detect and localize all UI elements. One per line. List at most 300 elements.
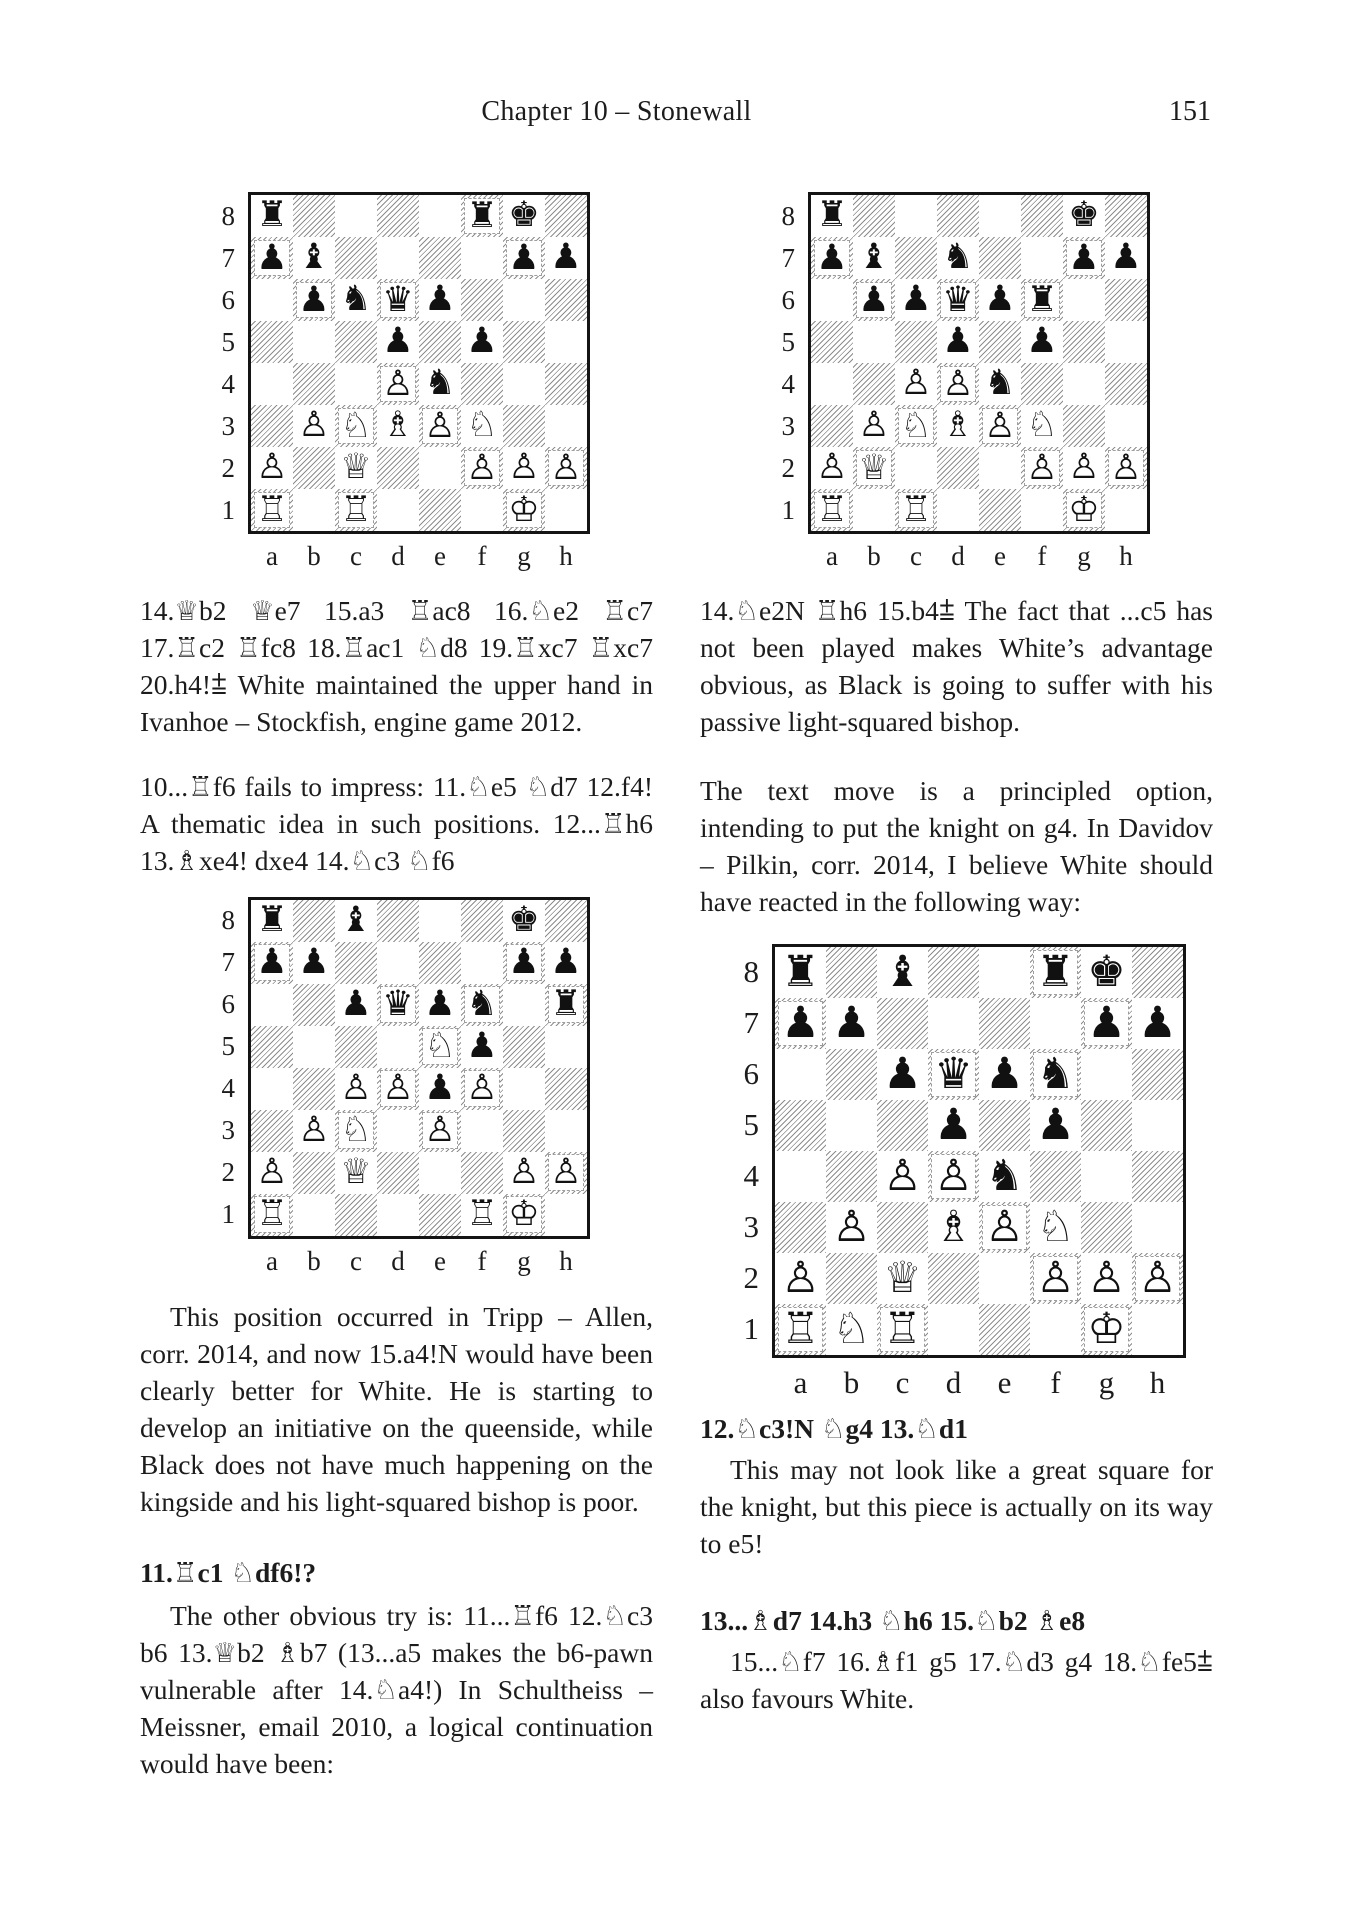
- piece-backing: [1084, 946, 1129, 997]
- board-square: [1063, 489, 1105, 531]
- piece-backing: [898, 405, 935, 446]
- file-label: a: [266, 541, 278, 571]
- rank-labels: [203, 192, 248, 534]
- board-square: [419, 984, 461, 1026]
- piece-backing: [1108, 447, 1145, 488]
- board-square: [335, 942, 377, 984]
- piece-backing: [506, 944, 543, 981]
- board-square: [928, 1151, 979, 1202]
- rank-label: 4: [221, 1073, 235, 1104]
- board-square: [293, 942, 335, 984]
- board-square: [1021, 363, 1063, 405]
- board-square: [251, 279, 293, 321]
- board-square: [811, 195, 853, 237]
- piece-backing: [880, 1150, 925, 1201]
- rank-label: 3: [781, 410, 795, 441]
- board-square: [251, 237, 293, 279]
- black-pawn-piece: ♟: [256, 942, 288, 983]
- white-pawn-piece: ♙: [382, 363, 414, 404]
- piece-backing: [880, 1303, 925, 1354]
- file-labels: [811, 542, 1150, 572]
- piece-backing: [856, 237, 893, 278]
- board-square: [811, 447, 853, 489]
- board-square: [1132, 1253, 1183, 1304]
- board-square: [1021, 237, 1063, 279]
- black-rook-piece: ♜: [466, 195, 498, 236]
- board-square: [853, 363, 895, 405]
- rank-label: 7: [221, 242, 235, 273]
- piece-backing: [506, 489, 543, 530]
- board-square: [419, 279, 461, 321]
- board-square: [928, 1100, 979, 1151]
- board-square: [503, 237, 545, 279]
- black-pawn-piece: ♟: [466, 1026, 498, 1067]
- black-pawn-piece: ♟: [934, 1099, 973, 1150]
- board-square: [293, 1152, 335, 1194]
- board-square: [293, 447, 335, 489]
- board-square: [545, 279, 587, 321]
- board-square: [335, 237, 377, 279]
- white-queen-piece: ♕: [858, 447, 890, 488]
- white-pawn-piece: ♙: [550, 447, 582, 488]
- board-square: [335, 447, 377, 489]
- black-king-piece: ♚: [508, 195, 540, 236]
- piece-backing: [380, 279, 417, 320]
- board-square: [775, 1202, 826, 1253]
- black-bishop-piece: ♝: [883, 946, 922, 997]
- rank-labels: [763, 192, 808, 534]
- board-square: [853, 447, 895, 489]
- board-square: [545, 1194, 587, 1236]
- black-knight-piece: ♞: [942, 237, 974, 278]
- piece-backing: [422, 986, 459, 1023]
- white-pawn-piece: ♙: [382, 1068, 414, 1109]
- board-square: [293, 279, 335, 321]
- piece-backing: [422, 405, 459, 446]
- piece-backing: [254, 447, 291, 488]
- black-rook-piece: ♜: [1026, 279, 1058, 320]
- commentary-paragraph: This position occurred in Tripp – Allen, corr. 2014, and now 15.a4!N would have been clearly better for White. He is starting to develop an initiative on the queenside, while Black does not have much happening on the kingside and his light-squared bishop is poor.: [140, 1301, 653, 1518]
- board-square: [377, 279, 419, 321]
- board-square: [461, 1152, 503, 1194]
- piece-backing: [778, 1303, 823, 1354]
- black-pawn-piece: ♟: [781, 997, 820, 1048]
- white-king-piece: ♔: [508, 1194, 540, 1235]
- file-label: d: [945, 1364, 962, 1400]
- commentary-paragraph: The text move is a principled option, intending to put the knight on g4. In Davidov – Pilkin, corr. 2014, I believe White should have reacted in the following way:: [700, 774, 1213, 917]
- rank-label: 6: [743, 1056, 759, 1092]
- board-square: [937, 489, 979, 531]
- board-square: [251, 942, 293, 984]
- black-pawn-piece: ♟: [816, 237, 848, 278]
- board-square: [335, 405, 377, 447]
- board-square: [1081, 947, 1132, 998]
- piece-backing: [506, 195, 543, 236]
- board-square: [419, 405, 461, 447]
- board-square: [1063, 363, 1105, 405]
- black-rook-piece: ♜: [256, 900, 288, 941]
- rank-label: 6: [221, 989, 235, 1020]
- piece-backing: [380, 1070, 417, 1107]
- board-square: [1063, 195, 1105, 237]
- board-square: [1021, 279, 1063, 321]
- board-square: [461, 900, 503, 942]
- board-square: [1030, 1100, 1081, 1151]
- board-square: [335, 489, 377, 531]
- piece-backing: [506, 447, 543, 488]
- commentary-paragraph: This may not look like a great square for the knight, but this piece is actually on its way to e5!: [700, 1453, 1213, 1559]
- board-square: [826, 947, 877, 998]
- board-square: [461, 237, 503, 279]
- white-knight-piece: ♘: [1026, 405, 1058, 446]
- piece-backing: [814, 237, 851, 278]
- board-square: [826, 1202, 877, 1253]
- file-label: g: [1077, 541, 1091, 571]
- white-knight-piece: ♘: [340, 405, 372, 446]
- board-square: [979, 1151, 1030, 1202]
- board-square: [928, 1253, 979, 1304]
- white-knight-piece: ♘: [900, 405, 932, 446]
- white-pawn-piece: ♙: [340, 1068, 372, 1109]
- file-label: e: [994, 541, 1006, 571]
- board-square: [419, 1194, 461, 1236]
- board-square: [877, 998, 928, 1049]
- board-square: [293, 1194, 335, 1236]
- chess-board: [808, 192, 1150, 534]
- board-square: [1081, 1100, 1132, 1151]
- black-pawn-piece: ♟: [340, 984, 372, 1025]
- piece-backing: [829, 1201, 874, 1252]
- page-number: 151: [1169, 96, 1211, 127]
- board-square: [979, 405, 1021, 447]
- board-square: [503, 1152, 545, 1194]
- board-square: [853, 321, 895, 363]
- white-pawn-piece: ♙: [858, 405, 890, 446]
- file-label: f: [477, 541, 487, 571]
- board-square: [503, 984, 545, 1026]
- black-king-piece: ♚: [508, 900, 540, 941]
- board-square: [928, 998, 979, 1049]
- piece-backing: [880, 1048, 925, 1099]
- piece-backing: [506, 237, 543, 278]
- file-label: e: [434, 541, 446, 571]
- board-square: [1030, 1253, 1081, 1304]
- rank-label: 8: [221, 200, 235, 231]
- chapter-title: Chapter 10 – Stonewall: [481, 96, 752, 127]
- board-square: [377, 321, 419, 363]
- board-square: [826, 1304, 877, 1355]
- white-king-piece: ♔: [508, 489, 540, 530]
- board-square: [877, 1151, 928, 1202]
- piece-backing: [940, 237, 977, 278]
- white-pawn-piece: ♙: [1068, 447, 1100, 488]
- board-square: [895, 195, 937, 237]
- piece-backing: [778, 1252, 823, 1303]
- black-bishop-piece: ♝: [298, 237, 330, 278]
- board-square: [928, 1202, 979, 1253]
- board-square: [377, 1152, 419, 1194]
- board-square: [377, 237, 419, 279]
- piece-backing: [1066, 489, 1103, 530]
- file-label: f: [477, 1245, 487, 1276]
- piece-backing: [982, 1150, 1027, 1201]
- white-bishop-piece: ♗: [942, 405, 974, 446]
- piece-backing: [898, 279, 935, 320]
- white-queen-piece: ♕: [340, 447, 372, 488]
- black-pawn-piece: ♟: [256, 237, 288, 278]
- black-queen-piece: ♛: [382, 279, 414, 320]
- board-square: [377, 489, 419, 531]
- piece-backing: [464, 447, 501, 488]
- board-square: [895, 321, 937, 363]
- white-bishop-piece: ♗: [382, 405, 414, 446]
- board-square: [251, 447, 293, 489]
- black-rook-piece: ♜: [1036, 946, 1075, 997]
- black-king-piece: ♚: [1087, 946, 1126, 997]
- rank-label: 7: [781, 242, 795, 273]
- board-square: [251, 1152, 293, 1194]
- board-square: [545, 900, 587, 942]
- rank-label: 8: [781, 200, 795, 231]
- black-bishop-piece: ♝: [858, 237, 890, 278]
- board-square: [293, 1026, 335, 1068]
- piece-backing: [338, 1154, 375, 1191]
- piece-backing: [982, 279, 1019, 320]
- board-square: [419, 1026, 461, 1068]
- board-square: [461, 942, 503, 984]
- file-label: d: [951, 541, 965, 571]
- board-square: [1063, 279, 1105, 321]
- file-label: b: [307, 541, 321, 571]
- board-square: [1030, 947, 1081, 998]
- file-label: c: [895, 1364, 910, 1400]
- board-square: [1081, 1304, 1132, 1355]
- white-queen-piece: ♕: [340, 1152, 372, 1193]
- piece-backing: [464, 405, 501, 446]
- black-knight-piece: ♞: [340, 279, 372, 320]
- white-rook-piece: ♖: [256, 1194, 288, 1235]
- white-pawn-piece: ♙: [508, 447, 540, 488]
- board-square: [826, 1049, 877, 1100]
- piece-backing: [814, 195, 851, 236]
- board-square: [877, 947, 928, 998]
- piece-backing: [1066, 237, 1103, 278]
- board-square: [1132, 1100, 1183, 1151]
- rank-label: 8: [221, 905, 235, 936]
- piece-backing: [422, 363, 459, 404]
- white-pawn-piece: ♙: [466, 447, 498, 488]
- left-column: [140, 192, 653, 1782]
- board-square: [419, 489, 461, 531]
- piece-backing: [548, 944, 585, 981]
- board-square: [775, 1151, 826, 1202]
- board-square: [826, 998, 877, 1049]
- black-pawn-piece: ♟: [984, 279, 1016, 320]
- board-square: [293, 363, 335, 405]
- board-square: [979, 1253, 1030, 1304]
- board-square: [545, 984, 587, 1026]
- board-square: [877, 1100, 928, 1151]
- piece-backing: [940, 321, 977, 362]
- piece-backing: [1033, 1099, 1078, 1150]
- board-square: [877, 1202, 928, 1253]
- piece-backing: [1024, 321, 1061, 362]
- board-square: [545, 1026, 587, 1068]
- piece-backing: [506, 1196, 543, 1233]
- board-square: [545, 942, 587, 984]
- board-square: [1021, 321, 1063, 363]
- file-label: b: [843, 1364, 860, 1400]
- piece-backing: [940, 279, 977, 320]
- board-square: [503, 1026, 545, 1068]
- piece-backing: [940, 363, 977, 404]
- black-pawn-piece: ♟: [1087, 997, 1126, 1048]
- board-square: [251, 900, 293, 942]
- board-square: [503, 363, 545, 405]
- board-square: [335, 321, 377, 363]
- white-pawn-piece: ♙: [900, 363, 932, 404]
- board-square: [895, 363, 937, 405]
- board-square: [826, 1100, 877, 1151]
- file-label: a: [826, 541, 838, 571]
- piece-backing: [422, 279, 459, 320]
- two-column-layout: [140, 192, 1213, 1782]
- file-label: c: [910, 541, 922, 571]
- board-square: [461, 984, 503, 1026]
- board-square: [377, 363, 419, 405]
- black-queen-piece: ♛: [934, 1048, 973, 1099]
- board-with-rank-labels: [203, 192, 590, 534]
- board-with-rank-labels: [763, 192, 1150, 534]
- rank-label: 6: [781, 284, 795, 315]
- board-square: [937, 279, 979, 321]
- board-square: [251, 1068, 293, 1110]
- board-square: [979, 195, 1021, 237]
- piece-backing: [464, 1196, 501, 1233]
- board-square: [877, 1049, 928, 1100]
- white-pawn-piece: ♙: [424, 405, 456, 446]
- board-square: [503, 942, 545, 984]
- commentary-paragraph: 15...♘f7 16.♗f1 g5 17.♘d3 g4 18.♘fe5⩲ also favours White.: [700, 1645, 1213, 1714]
- board-square: [335, 984, 377, 1026]
- white-pawn-piece: ♙: [985, 1201, 1024, 1252]
- board-square: [1081, 1151, 1132, 1202]
- chess-diagram-3: [203, 897, 590, 1277]
- white-queen-piece: ♕: [883, 1252, 922, 1303]
- file-label: h: [559, 541, 573, 571]
- board-square: [293, 900, 335, 942]
- board-square: [251, 363, 293, 405]
- board-square: [461, 1068, 503, 1110]
- board-square: [1132, 1049, 1183, 1100]
- piece-backing: [1033, 1252, 1078, 1303]
- board-square: [937, 195, 979, 237]
- board-square: [937, 363, 979, 405]
- board-square: [377, 1110, 419, 1152]
- white-rook-piece: ♖: [466, 1194, 498, 1235]
- board-square: [1063, 321, 1105, 363]
- piece-backing: [1033, 1048, 1078, 1099]
- rank-label: 1: [743, 1311, 759, 1347]
- rank-label: 4: [221, 368, 235, 399]
- rank-label: 2: [221, 1157, 235, 1188]
- board-square: [1021, 489, 1063, 531]
- piece-backing: [338, 405, 375, 446]
- rank-label: 5: [221, 326, 235, 357]
- black-knight-piece: ♞: [984, 363, 1016, 404]
- black-pawn-piece: ♟: [508, 942, 540, 983]
- piece-backing: [778, 997, 823, 1048]
- white-knight-piece: ♘: [1036, 1201, 1075, 1252]
- board-square: [775, 947, 826, 998]
- black-pawn-piece: ♟: [466, 321, 498, 362]
- piece-backing: [1135, 997, 1180, 1048]
- board-square: [293, 195, 335, 237]
- file-label: e: [434, 1245, 446, 1276]
- rank-label: 2: [781, 452, 795, 483]
- board-square: [1105, 279, 1147, 321]
- board-square: [461, 1026, 503, 1068]
- board-square: [979, 489, 1021, 531]
- piece-backing: [814, 489, 851, 530]
- piece-backing: [464, 986, 501, 1023]
- file-label: h: [559, 1245, 573, 1276]
- board-square: [775, 998, 826, 1049]
- board-square: [377, 1026, 419, 1068]
- chess-diagram-4: [727, 944, 1186, 1400]
- black-pawn-piece: ♟: [1036, 1099, 1075, 1150]
- piece-backing: [254, 237, 291, 278]
- board-square: [1105, 447, 1147, 489]
- piece-backing: [254, 1196, 291, 1233]
- board-square: [461, 195, 503, 237]
- board-square: [937, 237, 979, 279]
- board-square: [251, 405, 293, 447]
- black-rook-piece: ♜: [550, 984, 582, 1025]
- white-pawn-piece: ♙: [508, 1152, 540, 1193]
- board-square: [811, 279, 853, 321]
- piece-backing: [422, 1070, 459, 1107]
- piece-backing: [422, 1112, 459, 1149]
- piece-backing: [380, 405, 417, 446]
- board-square: [853, 195, 895, 237]
- piece-backing: [898, 489, 935, 530]
- rank-labels: [727, 944, 772, 1358]
- piece-backing: [931, 1201, 976, 1252]
- white-knight-piece: ♘: [424, 1026, 456, 1067]
- piece-backing: [254, 902, 291, 939]
- board-square: [377, 195, 419, 237]
- board-square: [979, 998, 1030, 1049]
- piece-backing: [254, 944, 291, 981]
- board-square: [335, 1068, 377, 1110]
- board-square: [335, 363, 377, 405]
- black-pawn-piece: ♟: [832, 997, 871, 1048]
- chess-diagram-2: [763, 192, 1150, 572]
- white-pawn-piece: ♙: [298, 405, 330, 446]
- board-square: [775, 1100, 826, 1151]
- black-pawn-piece: ♟: [1068, 237, 1100, 278]
- file-label: d: [391, 1245, 405, 1276]
- piece-backing: [296, 405, 333, 446]
- board-square: [461, 405, 503, 447]
- black-pawn-piece: ♟: [298, 279, 330, 320]
- board-square: [293, 984, 335, 1026]
- piece-backing: [880, 1252, 925, 1303]
- piece-backing: [296, 944, 333, 981]
- piece-backing: [548, 1154, 585, 1191]
- board-square: [503, 195, 545, 237]
